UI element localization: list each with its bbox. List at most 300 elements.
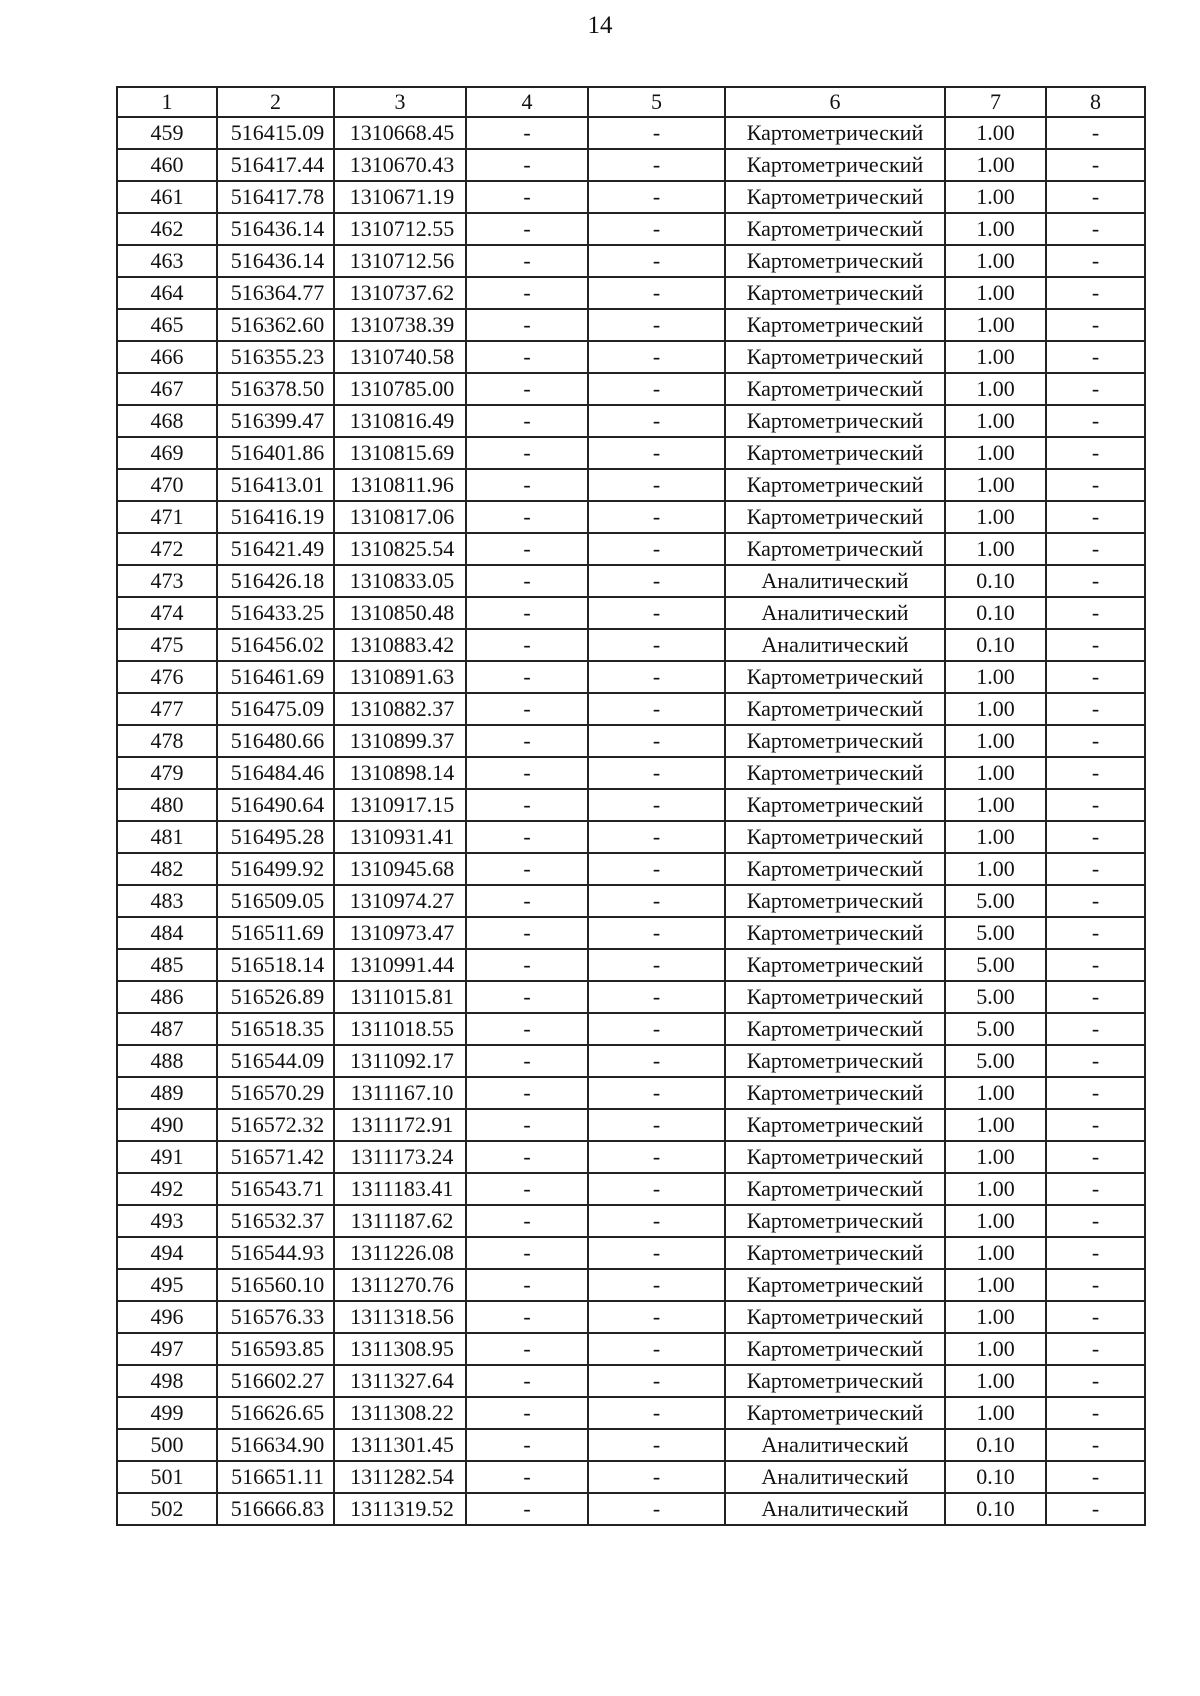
table-cell-col-1: 498 xyxy=(117,1365,217,1397)
table-cell-col-7: 1.00 xyxy=(945,693,1046,725)
table-cell-col-5: - xyxy=(588,309,725,341)
table-cell-col-1: 465 xyxy=(117,309,217,341)
table-cell-col-1: 474 xyxy=(117,597,217,629)
table-cell-col-2: 516475.09 xyxy=(217,693,334,725)
table-cell-col-5: - xyxy=(588,341,725,373)
table-cell-col-3: 1311187.62 xyxy=(334,1205,466,1237)
table-cell-col-1: 463 xyxy=(117,245,217,277)
table-cell-col-1: 473 xyxy=(117,565,217,597)
table-cell-col-6: Картометрический xyxy=(725,245,945,277)
table-cell-col-6: Картометрический xyxy=(725,1141,945,1173)
table-cell-col-8: - xyxy=(1046,1013,1145,1045)
table-row xyxy=(117,1429,1145,1461)
table-row xyxy=(117,1045,1145,1077)
table-cell-col-5: - xyxy=(588,1333,725,1365)
table-cell-col-5: - xyxy=(588,1173,725,1205)
table-cell-col-7: 1.00 xyxy=(945,469,1046,501)
table-cell-col-2: 516417.78 xyxy=(217,181,334,213)
table-cell-col-2: 516413.01 xyxy=(217,469,334,501)
table-cell-col-1: 468 xyxy=(117,405,217,437)
table-cell-col-5: - xyxy=(588,1045,725,1077)
table-cell-col-7: 5.00 xyxy=(945,949,1046,981)
table-cell-col-6: Картометрический xyxy=(725,469,945,501)
table-cell-col-6: Картометрический xyxy=(725,1173,945,1205)
table-row xyxy=(117,309,1145,341)
table-cell-col-3: 1311319.52 xyxy=(334,1493,466,1525)
table-cell-col-4: - xyxy=(466,1365,588,1397)
table-cell-col-6: Картометрический xyxy=(725,373,945,405)
table-cell-col-5: - xyxy=(588,1493,725,1525)
table-cell-col-8: - xyxy=(1046,1237,1145,1269)
table-cell-col-7: 1.00 xyxy=(945,1205,1046,1237)
table-row xyxy=(117,725,1145,757)
table-cell-col-3: 1310917.15 xyxy=(334,789,466,821)
table-cell-col-7: 1.00 xyxy=(945,853,1046,885)
table-cell-col-5: - xyxy=(588,277,725,309)
table-cell-col-3: 1310737.62 xyxy=(334,277,466,309)
table-cell-col-8: - xyxy=(1046,629,1145,661)
table-cell-col-8: - xyxy=(1046,149,1145,181)
table-cell-col-3: 1310712.55 xyxy=(334,213,466,245)
table-row xyxy=(117,437,1145,469)
table-cell-col-7: 1.00 xyxy=(945,373,1046,405)
table-cell-col-3: 1310850.48 xyxy=(334,597,466,629)
table-cell-col-2: 516378.50 xyxy=(217,373,334,405)
table-cell-col-6: Картометрический xyxy=(725,1365,945,1397)
table-cell-col-1: 469 xyxy=(117,437,217,469)
table-cell-col-4: - xyxy=(466,629,588,661)
table-cell-col-8: - xyxy=(1046,309,1145,341)
table-cell-col-4: - xyxy=(466,917,588,949)
table-cell-col-8: - xyxy=(1046,693,1145,725)
table-cell-col-3: 1311226.08 xyxy=(334,1237,466,1269)
table-cell-col-8: - xyxy=(1046,981,1145,1013)
table-cell-col-1: 494 xyxy=(117,1237,217,1269)
table-cell-col-2: 516362.60 xyxy=(217,309,334,341)
table-cell-col-7: 1.00 xyxy=(945,437,1046,469)
table-cell-col-2: 516509.05 xyxy=(217,885,334,917)
table-cell-col-6: Картометрический xyxy=(725,149,945,181)
table-cell-col-5: - xyxy=(588,213,725,245)
table-cell-col-6: Картометрический xyxy=(725,181,945,213)
table-cell-col-1: 490 xyxy=(117,1109,217,1141)
table-row xyxy=(117,1173,1145,1205)
table-cell-col-7: 1.00 xyxy=(945,789,1046,821)
table-cell-col-4: - xyxy=(466,1141,588,1173)
table-cell-col-6: Картометрический xyxy=(725,1045,945,1077)
table-cell-col-7: 0.10 xyxy=(945,629,1046,661)
table-cell-col-7: 0.10 xyxy=(945,597,1046,629)
table-cell-col-5: - xyxy=(588,1301,725,1333)
table-cell-col-6: Картометрический xyxy=(725,853,945,885)
table-cell-col-5: - xyxy=(588,725,725,757)
table-cell-col-5: - xyxy=(588,629,725,661)
table-cell-col-3: 1310670.43 xyxy=(334,149,466,181)
table-cell-col-4: - xyxy=(466,117,588,149)
table-cell-col-3: 1310668.45 xyxy=(334,117,466,149)
table-cell-col-6: Аналитический xyxy=(725,1429,945,1461)
table-row xyxy=(117,1333,1145,1365)
table-cell-col-6: Картометрический xyxy=(725,1333,945,1365)
table-cell-col-6: Картометрический xyxy=(725,789,945,821)
table-row xyxy=(117,1141,1145,1173)
table-cell-col-3: 1310991.44 xyxy=(334,949,466,981)
table-cell-col-6: Картометрический xyxy=(725,821,945,853)
table-cell-col-1: 470 xyxy=(117,469,217,501)
table-cell-col-4: - xyxy=(466,725,588,757)
table-cell-col-5: - xyxy=(588,597,725,629)
table-cell-col-2: 516526.89 xyxy=(217,981,334,1013)
table-cell-col-1: 462 xyxy=(117,213,217,245)
table-cell-col-7: 1.00 xyxy=(945,1301,1046,1333)
table-cell-col-5: - xyxy=(588,181,725,213)
table-cell-col-4: - xyxy=(466,565,588,597)
table-cell-col-4: - xyxy=(466,1461,588,1493)
table-cell-col-3: 1310785.00 xyxy=(334,373,466,405)
table-cell-col-4: - xyxy=(466,885,588,917)
table-cell-col-8: - xyxy=(1046,437,1145,469)
table-row xyxy=(117,501,1145,533)
table-cell-col-7: 1.00 xyxy=(945,661,1046,693)
table-cell-col-5: - xyxy=(588,117,725,149)
table-cell-col-5: - xyxy=(588,757,725,789)
table-cell-col-3: 1310882.37 xyxy=(334,693,466,725)
table-cell-col-6: Картометрический xyxy=(725,213,945,245)
table-cell-col-6: Картометрический xyxy=(725,661,945,693)
table-cell-col-8: - xyxy=(1046,597,1145,629)
table-cell-col-1: 471 xyxy=(117,501,217,533)
table-cell-col-7: 5.00 xyxy=(945,885,1046,917)
column-header-5: 5 xyxy=(588,87,725,117)
table-cell-col-2: 516544.09 xyxy=(217,1045,334,1077)
table-cell-col-7: 5.00 xyxy=(945,981,1046,1013)
table-cell-col-5: - xyxy=(588,949,725,981)
table-cell-col-2: 516532.37 xyxy=(217,1205,334,1237)
table-cell-col-8: - xyxy=(1046,1045,1145,1077)
table-cell-col-5: - xyxy=(588,1429,725,1461)
table-cell-col-4: - xyxy=(466,341,588,373)
table-cell-col-3: 1311167.10 xyxy=(334,1077,466,1109)
table-cell-col-3: 1311327.64 xyxy=(334,1365,466,1397)
table-cell-col-8: - xyxy=(1046,1173,1145,1205)
table-cell-col-6: Картометрический xyxy=(725,405,945,437)
table-cell-col-8: - xyxy=(1046,1461,1145,1493)
table-cell-col-7: 0.10 xyxy=(945,1429,1046,1461)
table-cell-col-4: - xyxy=(466,981,588,1013)
table-cell-col-7: 5.00 xyxy=(945,917,1046,949)
table-cell-col-4: - xyxy=(466,1013,588,1045)
table-cell-col-6: Аналитический xyxy=(725,629,945,661)
table-cell-col-8: - xyxy=(1046,661,1145,693)
table-cell-col-2: 516518.35 xyxy=(217,1013,334,1045)
table-cell-col-3: 1310817.06 xyxy=(334,501,466,533)
table-cell-col-4: - xyxy=(466,757,588,789)
table-cell-col-1: 502 xyxy=(117,1493,217,1525)
table-cell-col-2: 516490.64 xyxy=(217,789,334,821)
table-cell-col-4: - xyxy=(466,373,588,405)
table-cell-col-2: 516593.85 xyxy=(217,1333,334,1365)
table-cell-col-5: - xyxy=(588,1205,725,1237)
table-cell-col-6: Картометрический xyxy=(725,341,945,373)
table-cell-col-8: - xyxy=(1046,373,1145,405)
table-cell-col-8: - xyxy=(1046,1141,1145,1173)
table-cell-col-7: 1.00 xyxy=(945,181,1046,213)
table-cell-col-2: 516634.90 xyxy=(217,1429,334,1461)
table-cell-col-1: 489 xyxy=(117,1077,217,1109)
table-cell-col-1: 496 xyxy=(117,1301,217,1333)
table-cell-col-3: 1310973.47 xyxy=(334,917,466,949)
table-cell-col-8: - xyxy=(1046,213,1145,245)
column-header-3: 3 xyxy=(334,87,466,117)
table-row xyxy=(117,1205,1145,1237)
table-cell-col-2: 516401.86 xyxy=(217,437,334,469)
table-cell-col-7: 0.10 xyxy=(945,1461,1046,1493)
table-cell-col-6: Картометрический xyxy=(725,1237,945,1269)
table-cell-col-4: - xyxy=(466,789,588,821)
table-cell-col-7: 1.00 xyxy=(945,213,1046,245)
table-row xyxy=(117,885,1145,917)
table-row xyxy=(117,565,1145,597)
table-cell-col-3: 1310974.27 xyxy=(334,885,466,917)
table-cell-col-7: 1.00 xyxy=(945,245,1046,277)
table-cell-col-5: - xyxy=(588,1141,725,1173)
table-cell-col-1: 491 xyxy=(117,1141,217,1173)
table-cell-col-3: 1311308.95 xyxy=(334,1333,466,1365)
table-cell-col-3: 1310898.14 xyxy=(334,757,466,789)
table-cell-col-7: 1.00 xyxy=(945,1269,1046,1301)
table-cell-col-8: - xyxy=(1046,885,1145,917)
table-cell-col-3: 1310671.19 xyxy=(334,181,466,213)
table-cell-col-6: Картометрический xyxy=(725,1205,945,1237)
table-cell-col-3: 1311183.41 xyxy=(334,1173,466,1205)
table-cell-col-1: 459 xyxy=(117,117,217,149)
table-cell-col-7: 1.00 xyxy=(945,1173,1046,1205)
table-cell-col-7: 1.00 xyxy=(945,1077,1046,1109)
table-cell-col-2: 516572.32 xyxy=(217,1109,334,1141)
table-cell-col-2: 516415.09 xyxy=(217,117,334,149)
table-cell-col-4: - xyxy=(466,1045,588,1077)
table-cell-col-2: 516651.11 xyxy=(217,1461,334,1493)
table-cell-col-2: 516666.83 xyxy=(217,1493,334,1525)
table-row xyxy=(117,629,1145,661)
table-cell-col-5: - xyxy=(588,1365,725,1397)
table-cell-col-1: 475 xyxy=(117,629,217,661)
table-cell-col-3: 1311015.81 xyxy=(334,981,466,1013)
table-cell-col-4: - xyxy=(466,181,588,213)
table-cell-col-6: Аналитический xyxy=(725,597,945,629)
table-cell-col-2: 516436.14 xyxy=(217,245,334,277)
table-cell-col-5: - xyxy=(588,1077,725,1109)
table-cell-col-4: - xyxy=(466,1493,588,1525)
table-cell-col-4: - xyxy=(466,1205,588,1237)
table-cell-col-1: 481 xyxy=(117,821,217,853)
table-cell-col-6: Картометрический xyxy=(725,725,945,757)
table-cell-col-1: 476 xyxy=(117,661,217,693)
table-cell-col-1: 483 xyxy=(117,885,217,917)
table-cell-col-7: 1.00 xyxy=(945,277,1046,309)
table-cell-col-2: 516544.93 xyxy=(217,1237,334,1269)
table-cell-col-7: 1.00 xyxy=(945,821,1046,853)
table-cell-col-5: - xyxy=(588,437,725,469)
table-cell-col-7: 1.00 xyxy=(945,1333,1046,1365)
table-cell-col-5: - xyxy=(588,149,725,181)
table-cell-col-4: - xyxy=(466,693,588,725)
table-row xyxy=(117,757,1145,789)
table-cell-col-3: 1311301.45 xyxy=(334,1429,466,1461)
table-row xyxy=(117,597,1145,629)
table-cell-col-1: 477 xyxy=(117,693,217,725)
table-cell-col-6: Картометрический xyxy=(725,1013,945,1045)
table-row xyxy=(117,693,1145,725)
table-cell-col-6: Картометрический xyxy=(725,501,945,533)
table-cell-col-8: - xyxy=(1046,1269,1145,1301)
table-cell-col-8: - xyxy=(1046,917,1145,949)
table-row xyxy=(117,405,1145,437)
table-row xyxy=(117,981,1145,1013)
table-row xyxy=(117,149,1145,181)
table-cell-col-2: 516456.02 xyxy=(217,629,334,661)
table-cell-col-4: - xyxy=(466,309,588,341)
table-cell-col-3: 1310883.42 xyxy=(334,629,466,661)
table-cell-col-6: Картометрический xyxy=(725,309,945,341)
column-header-6: 6 xyxy=(725,87,945,117)
table-cell-col-7: 1.00 xyxy=(945,1237,1046,1269)
table-cell-col-1: 495 xyxy=(117,1269,217,1301)
table-cell-col-8: - xyxy=(1046,1493,1145,1525)
table-cell-col-7: 1.00 xyxy=(945,1365,1046,1397)
table-row xyxy=(117,1301,1145,1333)
table-cell-col-1: 500 xyxy=(117,1429,217,1461)
column-header-4: 4 xyxy=(466,87,588,117)
table-row xyxy=(117,533,1145,565)
table-cell-col-4: - xyxy=(466,1077,588,1109)
table-cell-col-6: Картометрический xyxy=(725,1301,945,1333)
table-cell-col-3: 1311172.91 xyxy=(334,1109,466,1141)
table-cell-col-7: 1.00 xyxy=(945,1109,1046,1141)
table-row xyxy=(117,277,1145,309)
table-cell-col-6: Аналитический xyxy=(725,1493,945,1525)
table-cell-col-3: 1310712.56 xyxy=(334,245,466,277)
table-cell-col-2: 516571.42 xyxy=(217,1141,334,1173)
table-cell-col-2: 516417.44 xyxy=(217,149,334,181)
table-cell-col-1: 479 xyxy=(117,757,217,789)
table-cell-col-1: 499 xyxy=(117,1397,217,1429)
table-cell-col-8: - xyxy=(1046,1077,1145,1109)
table-cell-col-8: - xyxy=(1046,1429,1145,1461)
table-cell-col-2: 516426.18 xyxy=(217,565,334,597)
table-cell-col-7: 1.00 xyxy=(945,757,1046,789)
table-cell-col-2: 516626.65 xyxy=(217,1397,334,1429)
table-cell-col-2: 516480.66 xyxy=(217,725,334,757)
column-header-1: 1 xyxy=(117,87,217,117)
table-cell-col-1: 480 xyxy=(117,789,217,821)
table-row xyxy=(117,181,1145,213)
table-cell-col-4: - xyxy=(466,501,588,533)
table-cell-col-4: - xyxy=(466,821,588,853)
table-cell-col-4: - xyxy=(466,405,588,437)
table-cell-col-1: 492 xyxy=(117,1173,217,1205)
table-cell-col-8: - xyxy=(1046,853,1145,885)
table-cell-col-2: 516602.27 xyxy=(217,1365,334,1397)
table-cell-col-2: 516364.77 xyxy=(217,277,334,309)
table-cell-col-1: 482 xyxy=(117,853,217,885)
table-cell-col-3: 1310945.68 xyxy=(334,853,466,885)
table-cell-col-5: - xyxy=(588,405,725,437)
table-cell-col-1: 460 xyxy=(117,149,217,181)
table-row xyxy=(117,1493,1145,1525)
table-cell-col-1: 484 xyxy=(117,917,217,949)
table-cell-col-2: 516576.33 xyxy=(217,1301,334,1333)
table-cell-col-3: 1310811.96 xyxy=(334,469,466,501)
table-cell-col-7: 1.00 xyxy=(945,1397,1046,1429)
table-cell-col-1: 478 xyxy=(117,725,217,757)
table-cell-col-6: Картометрический xyxy=(725,981,945,1013)
table-cell-col-6: Аналитический xyxy=(725,565,945,597)
table-cell-col-4: - xyxy=(466,149,588,181)
table-cell-col-4: - xyxy=(466,853,588,885)
table-cell-col-3: 1310740.58 xyxy=(334,341,466,373)
table-cell-col-8: - xyxy=(1046,277,1145,309)
table-cell-col-6: Картометрический xyxy=(725,949,945,981)
table-cell-col-2: 516560.10 xyxy=(217,1269,334,1301)
table-row xyxy=(117,373,1145,405)
table-cell-col-5: - xyxy=(588,245,725,277)
table-cell-col-8: - xyxy=(1046,1205,1145,1237)
table-cell-col-5: - xyxy=(588,501,725,533)
table-cell-col-6: Картометрический xyxy=(725,437,945,469)
table-cell-col-8: - xyxy=(1046,565,1145,597)
table-cell-col-2: 516484.46 xyxy=(217,757,334,789)
table-cell-col-2: 516461.69 xyxy=(217,661,334,693)
table-cell-col-3: 1310825.54 xyxy=(334,533,466,565)
table-cell-col-5: - xyxy=(588,1237,725,1269)
table-cell-col-2: 516499.92 xyxy=(217,853,334,885)
table-cell-col-3: 1310891.63 xyxy=(334,661,466,693)
table-cell-col-4: - xyxy=(466,533,588,565)
table-cell-col-6: Картометрический xyxy=(725,1397,945,1429)
column-header-8: 8 xyxy=(1046,87,1145,117)
table-cell-col-6: Картометрический xyxy=(725,277,945,309)
table-cell-col-3: 1310833.05 xyxy=(334,565,466,597)
table-cell-col-5: - xyxy=(588,1397,725,1429)
table-cell-col-5: - xyxy=(588,661,725,693)
table-cell-col-5: - xyxy=(588,1109,725,1141)
table-cell-col-7: 1.00 xyxy=(945,149,1046,181)
table-cell-col-2: 516518.14 xyxy=(217,949,334,981)
table-cell-col-2: 516355.23 xyxy=(217,341,334,373)
table-cell-col-8: - xyxy=(1046,501,1145,533)
table-cell-col-4: - xyxy=(466,1397,588,1429)
table-cell-col-4: - xyxy=(466,1109,588,1141)
table-cell-col-3: 1311018.55 xyxy=(334,1013,466,1045)
table-row xyxy=(117,1365,1145,1397)
table-cell-col-8: - xyxy=(1046,1333,1145,1365)
table-cell-col-8: - xyxy=(1046,821,1145,853)
table-cell-col-8: - xyxy=(1046,789,1145,821)
table-cell-col-4: - xyxy=(466,1301,588,1333)
table-row xyxy=(117,117,1145,149)
table-row xyxy=(117,853,1145,885)
table-cell-col-4: - xyxy=(466,277,588,309)
table-cell-col-7: 0.10 xyxy=(945,565,1046,597)
table-row xyxy=(117,245,1145,277)
table-cell-col-2: 516416.19 xyxy=(217,501,334,533)
table-cell-col-7: 1.00 xyxy=(945,725,1046,757)
table-cell-col-7: 1.00 xyxy=(945,341,1046,373)
table-cell-col-3: 1311282.54 xyxy=(334,1461,466,1493)
table-cell-col-4: - xyxy=(466,1429,588,1461)
table-row xyxy=(117,949,1145,981)
